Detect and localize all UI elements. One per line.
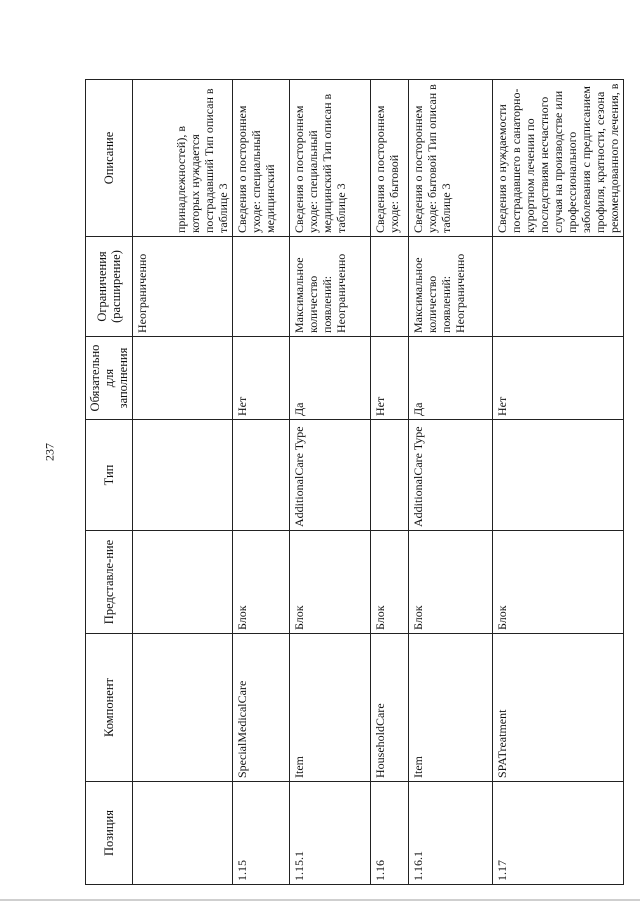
cell-description: принадлежностей), в которых нуждается пострадавший Тип описан в таблице 3 xyxy=(133,80,233,237)
cell-type xyxy=(493,420,624,531)
table-header-row xyxy=(86,80,133,885)
rotated-table-area xyxy=(85,80,621,885)
cell-description: Сведения о постороннем уходе: специальный медицинский Тип описан в таблице 3 xyxy=(290,80,371,237)
cell-representation: Блок xyxy=(290,531,371,634)
cell-required: Нет xyxy=(371,337,409,420)
cell-limits xyxy=(493,237,624,337)
header-limits: Ограничения (расширение) xyxy=(86,237,133,337)
header-type: Тип xyxy=(86,420,133,531)
page-bottom-edge xyxy=(0,899,640,901)
cell-required: Нет xyxy=(493,337,624,420)
header-position: Позиция xyxy=(86,782,133,885)
header-description: Описание xyxy=(86,80,133,237)
cell-component: Item xyxy=(290,634,371,782)
cell-position: 1.15.1 xyxy=(290,782,371,885)
page-number: 237 xyxy=(42,443,57,461)
cell-description: Сведения о нуждаемости пострадавшего в санаторно-курортном лечении по последствиям несчастного случая на производстве или профессионального заболевания с предписанием профиля, кратности, сезона рекомендованного лечения, в xyxy=(493,80,624,237)
rotated-table-container xyxy=(85,80,621,885)
cell-type xyxy=(133,420,233,531)
table-row xyxy=(290,80,371,885)
cell-description: Сведения о постороннем уходе: специальный медицинский xyxy=(233,80,290,237)
header-representation: Представле-ние xyxy=(86,531,133,634)
cell-position: 1.16 xyxy=(371,782,409,885)
cell-representation: Блок xyxy=(371,531,409,634)
specification-table xyxy=(85,79,624,885)
table-row xyxy=(371,80,409,885)
cell-limits: Максимальное количество появлений: Неограниченно xyxy=(409,237,493,337)
cell-description: Сведения о постороннем уходе: бытовой Тип описан в таблице 3 xyxy=(409,80,493,237)
table-row xyxy=(233,80,290,885)
cell-component: SPATreatment xyxy=(493,634,624,782)
table-row-continuation xyxy=(133,80,233,885)
cell-representation: Блок xyxy=(409,531,493,634)
cell-component: SpecialMedicalCare xyxy=(233,634,290,782)
cell-required: Нет xyxy=(233,337,290,420)
header-required: Обязательно для заполнения xyxy=(86,337,133,420)
cell-limits: Неограниченно xyxy=(133,237,233,337)
cell-limits: Максимальное количество появлений: Неограниченно xyxy=(290,237,371,337)
cell-type xyxy=(233,420,290,531)
cell-required xyxy=(133,337,233,420)
cell-limits xyxy=(371,237,409,337)
cell-component: HouseholdCare xyxy=(371,634,409,782)
cell-representation: Блок xyxy=(493,531,624,634)
cell-type: AdditionalCare Type xyxy=(290,420,371,531)
table-row xyxy=(493,80,624,885)
cell-required: Да xyxy=(409,337,493,420)
cell-type: AdditionalCare Type xyxy=(409,420,493,531)
cell-position xyxy=(133,782,233,885)
cell-component xyxy=(133,634,233,782)
cell-limits xyxy=(233,237,290,337)
cell-type xyxy=(371,420,409,531)
cell-position: 1.17 xyxy=(493,782,624,885)
header-component: Компонент xyxy=(86,634,133,782)
cell-component: Item xyxy=(409,634,493,782)
cell-position: 1.16.1 xyxy=(409,782,493,885)
table-row xyxy=(409,80,493,885)
cell-representation xyxy=(133,531,233,634)
cell-required: Да xyxy=(290,337,371,420)
cell-description: Сведения о постороннем уходе: бытовой xyxy=(371,80,409,237)
cell-position: 1.15 xyxy=(233,782,290,885)
cell-representation: Блок xyxy=(233,531,290,634)
